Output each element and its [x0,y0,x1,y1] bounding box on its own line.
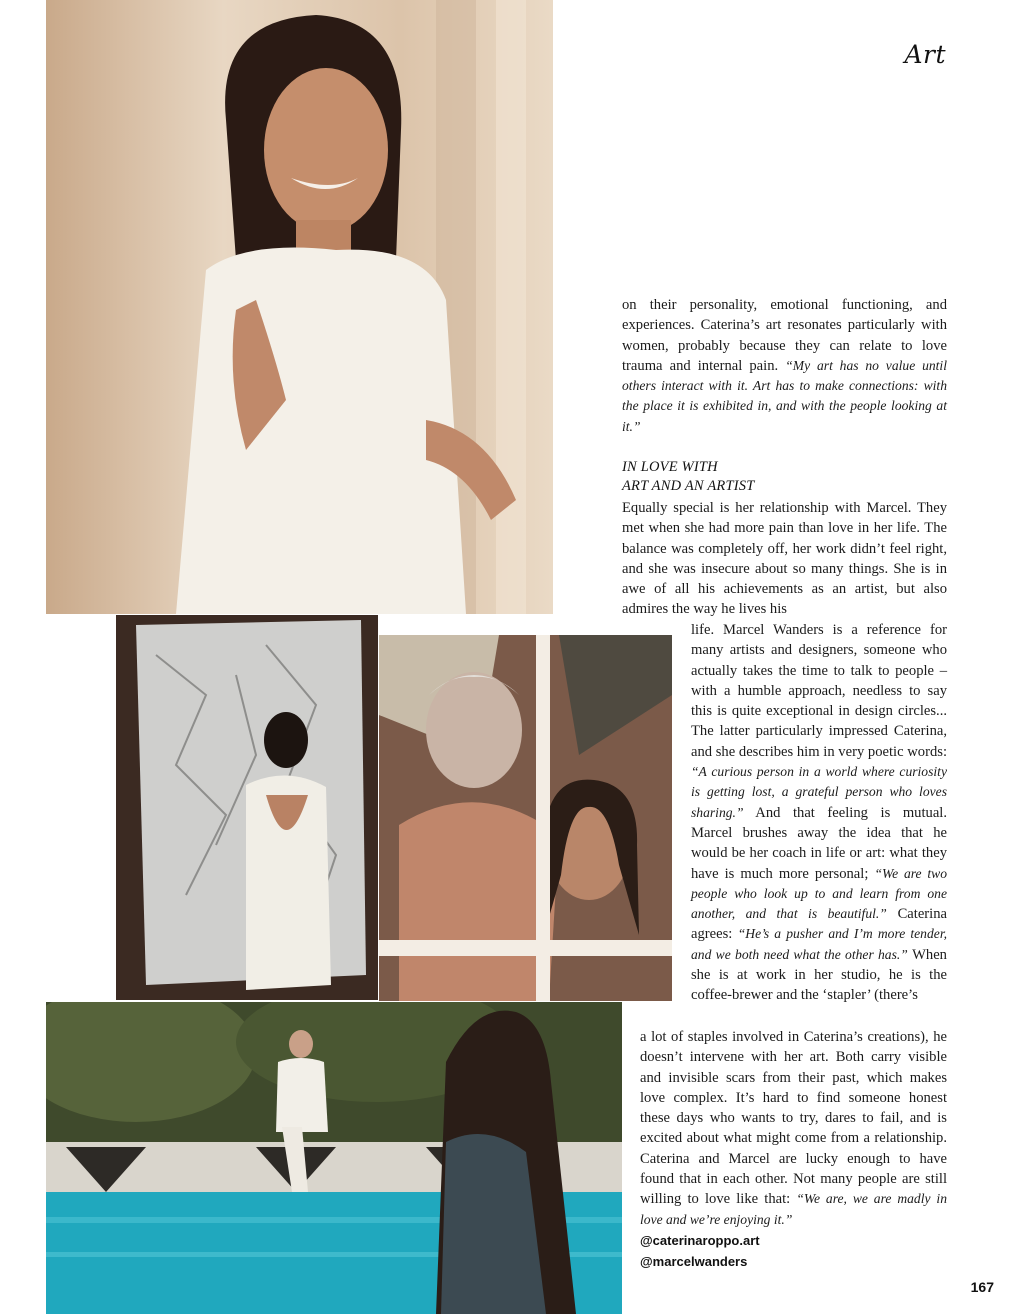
paragraph-narrow-1: life. Marcel Wanders is a reference for many artists and designers, someone who actually takes the time to talk to people – with a humble approach, needless to say this is quite exceptional in design circles... The latter particularly impressed Caterina, and she describes him in very poetic words: [691,622,947,760]
section-heading [622,458,952,496]
quote-narrow-2: “We are two people who look up to and learn from one another, and that is beautiful.” [691,865,947,922]
studio-photo [116,615,378,1000]
article-col-wide [622,498,947,620]
article-col-bottom [640,1027,947,1230]
quote-bottom: “We are, we are madly in love and we’re enjoying it.” [640,1191,947,1227]
paragraph-narrow-3: Caterina agrees: [691,906,947,943]
section-heading-line1: IN LOVE WITH [622,459,718,475]
article-col-top [622,295,947,437]
instagram-handle-marcel[interactable]: @marcelwanders [640,1254,748,1269]
instagram-handle-caterina[interactable]: @caterinaroppo.art [640,1233,760,1248]
section-label: Art [904,40,946,69]
reflection-photo [379,635,672,1001]
paragraph-bottom: a lot of staples involved in Caterina’s creations), he doesn’t intervene with her art. Both carry visible and invisible scars from their past, which makes love complex. It’s hard to find someone honest these days who wants to try, dares to fail, and is excited about what might come from a relationship. Caterina and Marcel are lucky enough to have found that in each other. Not many people are still willing to love like that: [640,1029,947,1208]
paragraph-top: on their personality, emotional functioning, and experiences. Caterina’s art resonates particularly with women, probably because they can relate to love trauma and internal pain. [622,297,947,374]
portrait-photo [46,0,553,614]
pool-photo [46,1002,622,1314]
article-col-narrow [691,620,947,1006]
quote-narrow-1: “A curious person in a world where curiosity is getting lost, a grateful person who loves sharing.” [691,764,947,820]
paragraph-narrow-4: When she is at work in her studio, he is the coffee-brewer and the ‘stapler’ (there’s [691,946,947,1004]
page-number: 167 [970,1279,994,1295]
paragraph-wide: Equally special is her relationship with Marcel. They met when she had more pain than love in her life. The balance was completely off, her work didn’t feel right, and she was insecure about so many things. She is in awe of all his achievements as an artist, but also admires the way he lives his [622,500,947,618]
section-heading-line2: ART AND AN ARTIST [622,478,755,494]
quote-top: “My art has no value until others interact with it. Art has to make connections: with the place it is exhibited in, and with the people looking at it.” [622,357,947,434]
quote-narrow-3: “He’s a pusher and I’m more tender, and we both need what the other has.” [691,926,947,962]
paragraph-narrow-2: And that feeling is mutual. Marcel brushes away the idea that he would be her coach in life or art: what they have is much more personal; [691,804,947,882]
